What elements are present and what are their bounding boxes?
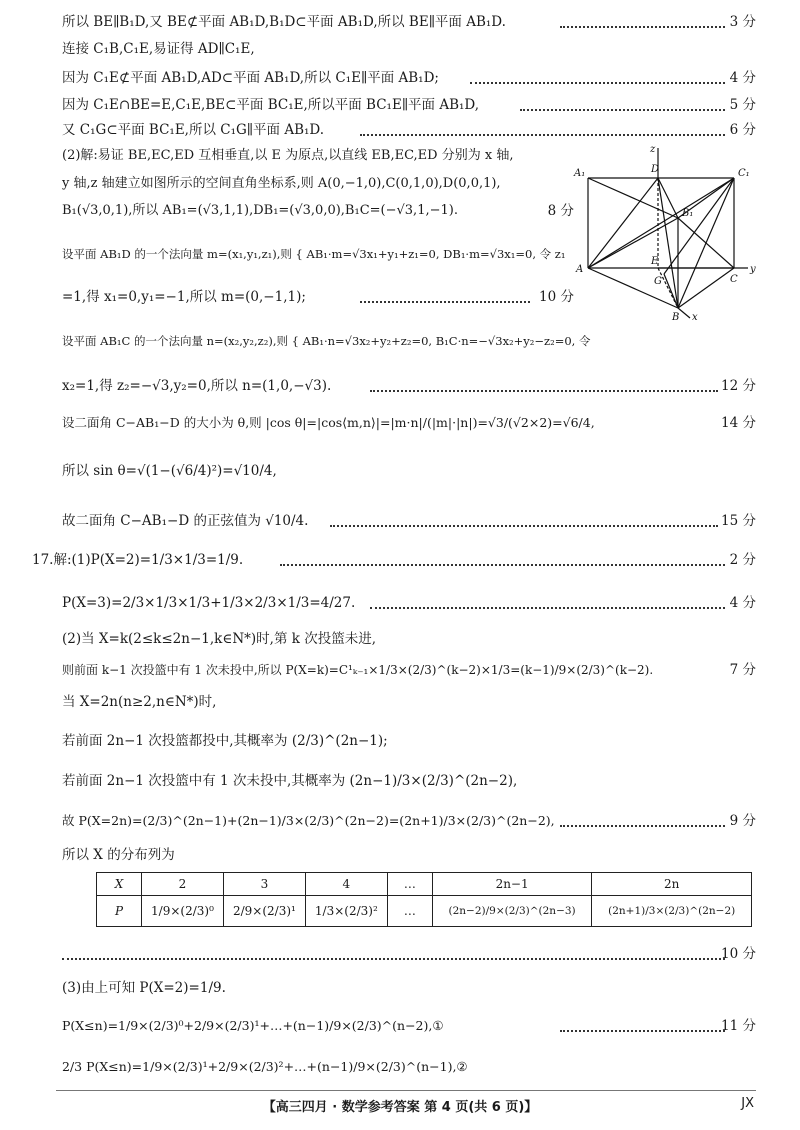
figure-label: y xyxy=(750,264,756,275)
dot-leader xyxy=(520,109,725,111)
table-cell: 1/9×(2/3)⁰ xyxy=(142,896,224,927)
dot-leader xyxy=(360,301,530,303)
figure-label: A xyxy=(576,264,584,275)
text-line: 所以 X 的分布列为 xyxy=(62,847,175,863)
text-line: 因为 C₁E∩BE=E,C₁E,BE⊂平面 BC₁E,所以平面 BC₁E∥平面 AB₁D, xyxy=(62,97,480,113)
text-line: P(X=3)=2/3×1/3×1/3+1/3×2/3×1/3=4/27. xyxy=(62,595,356,611)
score-label: 10 分 xyxy=(539,289,574,305)
table-row xyxy=(97,896,752,927)
text-line: 则前面 k−1 次投篮中有 1 次未投中,所以 P(X=k)=C¹ₖ₋₁×1/3×(2/3)^(k−2)×1/3=(k−1)/9×(2/3)^(k−2). xyxy=(62,663,654,677)
text-line: 若前面 2n−1 次投篮都投中,其概率为 (2/3)^(2n−1); xyxy=(62,733,388,749)
score-label: 15 分 xyxy=(721,513,756,529)
text-line: (2)解:易证 BE,EC,ED 互相垂直,以 E 为原点,以直线 EB,EC,ED 分别为 x 轴, xyxy=(62,148,514,163)
score-label: 11 分 xyxy=(721,1018,756,1034)
dot-leader xyxy=(560,825,725,827)
figure-label: z xyxy=(650,144,656,155)
dot-leader xyxy=(280,564,725,566)
text-line: 设平面 AB₁C 的一个法向量 n=(x₂,y₂,z₂),则 { AB₁·n=√3x₂+y₂+z₂=0, B₁C·n=−√3x₂+y₂−z₂=0, 令 xyxy=(62,334,591,348)
table-cell: (2n−2)/9×(2/3)^(2n−3) xyxy=(432,896,592,927)
footer-rule xyxy=(56,1090,756,1091)
text-line: 2/3 P(X≤n)=1/9×(2/3)¹+2/9×(2/3)²+…+(n−1)/9×(2/3)^(n−1),② xyxy=(62,1059,468,1074)
figure-label: C xyxy=(730,274,738,285)
text-line: 所以 BE∥B₁D,又 BE⊄平面 AB₁D,B₁D⊂平面 AB₁D,所以 BE∥平面 AB₁D. xyxy=(62,14,506,30)
table-cell: 2 xyxy=(142,873,224,896)
figure-label: B xyxy=(672,312,680,322)
table-cell: … xyxy=(387,873,432,896)
text-line: (2)当 X=k(2≤k≤2n−1,k∈N*)时,第 k 次投篮未进, xyxy=(62,631,376,647)
text-line: =1,得 x₁=0,y₁=−1,所以 m=(0,−1,1); xyxy=(62,289,306,305)
dot-leader xyxy=(370,607,725,609)
table-cell: 4 xyxy=(305,873,387,896)
text-line: y 轴,z 轴建立如图所示的空间直角坐标系,则 A(0,−1,0),C(0,1,0),D(0,0,1), xyxy=(62,176,501,191)
text-line: 设平面 AB₁D 的一个法向量 m=(x₁,y₁,z₁),则 { AB₁·m=√3x₁+y₁+z₁=0, DB₁·m=√3x₁=0, 令 z₁ xyxy=(62,247,566,261)
score-label: 4 分 xyxy=(729,595,756,611)
score-label: 10 分 xyxy=(721,946,756,962)
score-label: 2 分 xyxy=(729,552,756,568)
table-cell: 2n−1 xyxy=(432,873,592,896)
text-line: 因为 C₁E⊄平面 AB₁D,AD⊂平面 AB₁D,所以 C₁E∥平面 AB₁D; xyxy=(62,70,439,86)
score-label: 14 分 xyxy=(721,415,756,431)
geometry-figure xyxy=(572,142,772,322)
figure-label: x xyxy=(692,312,698,322)
dot-leader xyxy=(470,82,725,84)
text-line: 若前面 2n−1 次投篮中有 1 次未投中,其概率为 (2n−1)/3×(2/3)^(2n−2), xyxy=(62,773,518,789)
text-line: 设二面角 C−AB₁−D 的大小为 θ,则 |cos θ|=|cos⟨m,n⟩|=|m·n|/(|m|·|n|)=√3/(√2×2)=√6/4, xyxy=(62,415,595,430)
dot-leader xyxy=(560,1030,725,1032)
score-label: 7 分 xyxy=(729,662,756,678)
text-line: 17.解:(1)P(X=2)=1/3×1/3=1/9. xyxy=(32,552,244,568)
text-line: 当 X=2n(n≥2,n∈N*)时, xyxy=(62,694,217,710)
score-label: 9 分 xyxy=(729,813,756,829)
text-line: x₂=1,得 z₂=−√3,y₂=0,所以 n=(1,0,−√3). xyxy=(62,378,332,394)
figure-label: E xyxy=(651,256,659,267)
text-line: P(X≤n)=1/9×(2/3)⁰+2/9×(2/3)¹+…+(n−1)/9×(2/3)^(n−2),① xyxy=(62,1018,444,1033)
table-cell: X xyxy=(97,873,142,896)
score-label: 5 分 xyxy=(729,97,756,113)
dot-leader xyxy=(560,26,725,28)
figure-label: A₁ xyxy=(574,168,586,179)
score-label: 4 分 xyxy=(729,70,756,86)
figure-label: C₁ xyxy=(738,168,750,179)
footer-code: JX xyxy=(741,1096,754,1111)
score-label: 3 分 xyxy=(729,14,756,30)
text-line: B₁(√3,0,1),所以 AB₁=(√3,1,1),DB₁=(√3,0,0),B₁C=(−√3,1,−1). xyxy=(62,203,458,218)
dot-leader xyxy=(330,525,718,527)
table-cell: (2n+1)/3×(2/3)^(2n−2) xyxy=(592,896,752,927)
table-cell: … xyxy=(387,896,432,927)
score-label: 12 分 xyxy=(721,378,756,394)
table-cell: 3 xyxy=(223,873,305,896)
distribution-table xyxy=(96,872,752,927)
text-line: 故二面角 C−AB₁−D 的正弦值为 √10/4. xyxy=(62,513,309,529)
table-cell: P xyxy=(97,896,142,927)
table-cell: 2/9×(2/3)¹ xyxy=(223,896,305,927)
table-cell: 1/3×(2/3)² xyxy=(305,896,387,927)
table-cell: 2n xyxy=(592,873,752,896)
figure-label: G xyxy=(654,276,662,287)
figure-label: D xyxy=(651,164,660,175)
table-header-row xyxy=(97,873,752,896)
dot-leader xyxy=(62,958,725,960)
score-label: 6 分 xyxy=(729,122,756,138)
page-footer: 【高三四月 · 数学参考答案 第 4 页(共 6 页)】 xyxy=(262,1100,538,1115)
text-line: 故 P(X=2n)=(2/3)^(2n−1)+(2n−1)/3×(2/3)^(2n−2)=(2n+1)/3×(2/3)^(2n−2), xyxy=(62,813,555,828)
dot-leader xyxy=(370,390,718,392)
text-line: 连接 C₁B,C₁E,易证得 AD∥C₁E, xyxy=(62,41,255,57)
figure-label: B₁ xyxy=(682,208,694,219)
dot-leader xyxy=(360,134,725,136)
text-line: (3)由上可知 P(X=2)=1/9. xyxy=(62,980,226,996)
text-line: 所以 sin θ=√(1−(√6/4)²)=√10/4, xyxy=(62,463,277,479)
text-line: 又 C₁G⊂平面 BC₁E,所以 C₁G∥平面 AB₁D. xyxy=(62,122,325,138)
score-label: 8 分 xyxy=(547,203,574,219)
